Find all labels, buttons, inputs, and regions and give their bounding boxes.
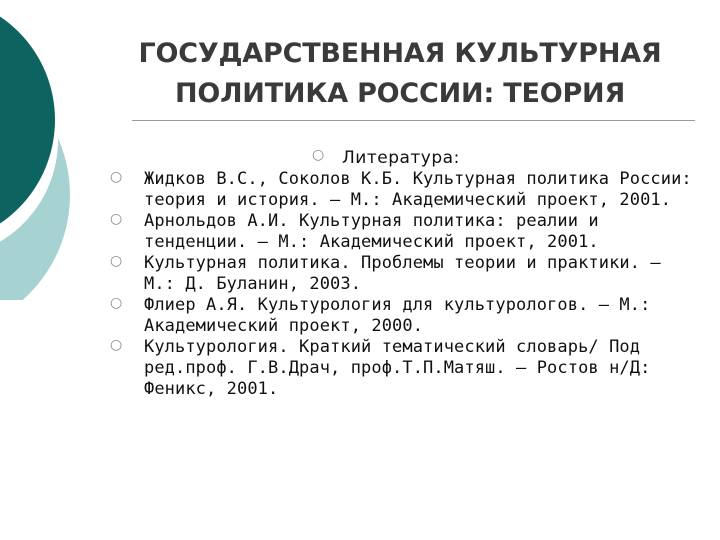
list-item: [110, 253, 700, 295]
hollow-circle-bullet-icon: ○: [110, 253, 123, 269]
hollow-circle-bullet-icon: ○: [110, 295, 123, 311]
list-item: [110, 211, 700, 253]
slide-title: [100, 34, 700, 114]
list-item-text: Флиер А.Я. Культурология для культурологов. – М.: Академический проект, 2000.: [144, 295, 651, 336]
list-item-text: Культурная политика. Проблемы теории и практики. – М.: Д. Буланин, 2003.: [144, 253, 661, 294]
hollow-circle-bullet-icon: ○: [110, 211, 123, 227]
heading-text: Литература:: [342, 148, 460, 168]
list-item-text: Жидков В.С., Соколов К.Б. Культурная политика России: теория и история. – М.: Академический проект, 2001.: [144, 169, 692, 210]
list-item: [110, 337, 700, 400]
list-item-text: Арнольдов А.И. Культурная политика: реалии и тенденции. – М.: Академический проект, 2001.: [144, 211, 599, 252]
bibliography-list: [110, 169, 700, 400]
list-item: [110, 295, 700, 337]
list-item-text: Культурология. Краткий тематический словарь/ Под ред.проф. Г.В.Драч, проф.Т.П.Матяш. – Ростов н/Д: Феникс, 2001.: [144, 337, 651, 399]
hollow-circle-bullet-icon: ○: [312, 147, 325, 163]
title-line-1: ГОСУДАРСТВЕННАЯ КУЛЬТУРНАЯ: [138, 38, 662, 69]
list-item: [110, 169, 700, 211]
title-line-2: ПОЛИТИКА РОССИИ: ТЕОРИЯ: [174, 78, 626, 109]
hollow-circle-bullet-icon: ○: [110, 169, 123, 185]
hollow-circle-bullet-icon: ○: [110, 337, 123, 353]
title-divider: [132, 120, 695, 121]
